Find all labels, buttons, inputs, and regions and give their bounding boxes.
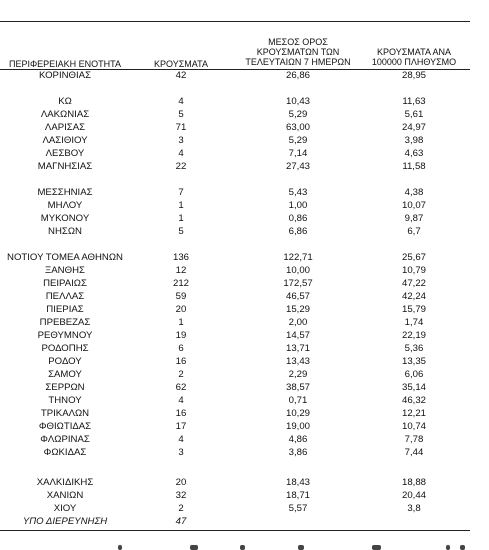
per100k-cell: 20,44: [401, 490, 426, 501]
table-row: [0, 265, 470, 276]
per100k-cell: 25,67: [401, 252, 426, 263]
table-row: [0, 516, 470, 527]
region-cell: ΧΑΛΚΙΔΙΚΗΣ: [36, 477, 94, 488]
header-per100k: [358, 47, 470, 67]
cases-cell: 4: [178, 395, 184, 406]
region-cell: ΛΑΣΙΘΙΟΥ: [42, 135, 88, 146]
cases-cell: 136: [172, 252, 189, 263]
region-cell: ΡΕΘΥΜΝΟΥ: [37, 330, 93, 341]
per100k-cell: 6,7: [407, 226, 421, 237]
table-row: [0, 96, 470, 107]
avg-7day-cell: 2,29: [288, 369, 308, 380]
per100k-cell: 22,19: [401, 330, 426, 341]
cases-cell: 3: [178, 135, 184, 146]
table-row: [0, 434, 470, 445]
avg-7day-cell: 0,86: [288, 213, 308, 224]
per100k-cell: 11,63: [402, 96, 426, 107]
header-cases: ΚΡΟΥΣΜΑΤΑ: [154, 59, 208, 69]
table-row: [0, 200, 470, 211]
cases-cell: 20: [175, 477, 187, 488]
region-cell: ΚΟΡΙΝΘΙΑΣ: [38, 70, 92, 81]
region-cell: ΤΗΝΟΥ: [48, 395, 82, 406]
table-row: [0, 304, 470, 315]
avg-7day-cell: 0,71: [288, 395, 308, 406]
cases-cell: 20: [175, 304, 187, 315]
table-row: [0, 135, 470, 146]
cases-cell: 5: [178, 226, 184, 237]
table-row: [0, 317, 470, 328]
header-avg-line-3: ΤΕΛΕΥΤΑΙΩΝ 7 ΗΜΕΡΩΝ: [245, 57, 351, 67]
per100k-cell: 11,58: [402, 161, 426, 172]
table-row: [0, 291, 470, 302]
cases-cell: 42: [175, 70, 187, 81]
region-cell: ΜΥΚΟΝΟΥ: [40, 213, 90, 224]
header-region: ΠΕΡΙΦΕΡΕΙΑΚΗ ΕΝΟΤΗΤΑ: [8, 59, 122, 69]
region-cell: ΠΕΛΛΑΣ: [45, 291, 85, 302]
cases-cell: 5: [178, 109, 184, 120]
per100k-cell: 24,97: [401, 122, 426, 133]
per100k-cell: 10,74: [401, 421, 426, 432]
table-row: [0, 490, 470, 501]
header-per100k-line-2: 100000 ΠΛΗΘΥΣΜΟ: [371, 57, 457, 67]
table-row: [0, 109, 470, 120]
region-cell: ΣΑΜΟΥ: [48, 369, 82, 380]
cases-cell: 32: [175, 490, 187, 501]
avg-7day-cell: 14,57: [285, 330, 310, 341]
per100k-cell: 4,63: [404, 148, 424, 159]
table-row: [0, 213, 470, 224]
table-row: [0, 477, 470, 488]
avg-7day-cell: 7,14: [288, 148, 308, 159]
region-cell: ΦΘΙΩΤΙΔΑΣ: [38, 421, 92, 432]
avg-7day-cell: 13,43: [285, 356, 310, 367]
region-cell: ΠΕΙΡΑΙΩΣ: [43, 278, 87, 289]
per100k-cell: 1,74: [404, 317, 424, 328]
table-row: [0, 330, 470, 341]
avg-7day-cell: 38,57: [285, 382, 310, 393]
cases-cell: 62: [175, 382, 187, 393]
header-avg-line-2: ΚΡΟΥΣΜΑΤΩΝ ΤΩΝ: [256, 47, 340, 57]
region-cell: ΜΗΛΟΥ: [47, 200, 83, 211]
per100k-cell: 46,32: [401, 395, 426, 406]
avg-7day-cell: 18,71: [285, 490, 310, 501]
per100k-cell: 10,79: [401, 265, 426, 276]
avg-7day-cell: 18,43: [285, 477, 310, 488]
table-row: [0, 369, 470, 380]
region-cell: ΦΛΩΡΙΝΑΣ: [40, 434, 90, 445]
per100k-cell: 3,8: [407, 503, 421, 514]
per100k-cell: 42,24: [401, 291, 426, 302]
per100k-cell: 3,98: [404, 135, 424, 146]
region-cell: ΠΙΕΡΙΑΣ: [46, 304, 84, 315]
header-per100k-line-1: ΚΡΟΥΣΜΑΤΑ ΑΝΑ: [377, 47, 451, 57]
cases-cell: 2: [178, 369, 184, 380]
table-row: [0, 395, 470, 406]
table-row: [0, 122, 470, 133]
region-cell: ΛΕΣΒΟΥ: [45, 148, 85, 159]
cases-cell: 1: [178, 200, 184, 211]
cases-cell: 22: [175, 161, 187, 172]
avg-7day-cell: 5,29: [288, 109, 308, 120]
cases-cell: 7: [178, 187, 184, 198]
cases-cell: 1: [178, 317, 184, 328]
table-row: [0, 161, 470, 172]
table-row: [0, 408, 470, 419]
avg-7day-cell: 15,29: [285, 304, 310, 315]
region-cell: ΜΕΣΣΗΝΙΑΣ: [37, 187, 93, 198]
avg-7day-cell: 5,57: [288, 503, 308, 514]
table-row: [0, 356, 470, 367]
cases-cell: 17: [175, 421, 187, 432]
region-cell: ΜΑΓΝΗΣΙΑΣ: [37, 161, 93, 172]
avg-7day-cell: 13,71: [285, 343, 310, 354]
per100k-cell: 6,06: [404, 369, 424, 380]
table-row: [0, 278, 470, 289]
avg-7day-cell: 122,71: [283, 252, 313, 263]
avg-7day-cell: 10,43: [285, 96, 310, 107]
cases-cell: 4: [178, 148, 184, 159]
per100k-cell: 9,87: [404, 213, 424, 224]
region-cell: ΧΑΝΙΩΝ: [46, 490, 84, 501]
region-cell: ΤΡΙΚΑΛΩΝ: [40, 408, 90, 419]
region-cell: ΝΗΣΩΝ: [48, 226, 82, 237]
table-row: [0, 148, 470, 159]
region-cell: ΠΡΕΒΕΖΑΣ: [39, 317, 91, 328]
avg-7day-cell: 2,00: [288, 317, 308, 328]
avg-7day-cell: 10,00: [285, 265, 310, 276]
cases-cell: 4: [178, 96, 184, 107]
per100k-cell: 28,95: [401, 70, 426, 81]
table-row: [0, 226, 470, 237]
per100k-cell: 15,79: [401, 304, 426, 315]
region-cell: ΝΟΤΙΟΥ ΤΟΜΕΑ ΑΘΗΝΩΝ: [7, 252, 123, 263]
table-row: [0, 343, 470, 354]
per100k-cell: 12,21: [401, 408, 426, 419]
region-cell: ΣΕΡΡΩΝ: [45, 382, 85, 393]
per100k-cell: 4,38: [404, 187, 424, 198]
region-cell: ΛΑΡΙΣΑΣ: [44, 122, 86, 133]
cases-cell: 2: [178, 503, 184, 514]
avg-7day-cell: 10,29: [285, 408, 310, 419]
avg-7day-cell: 27,43: [285, 161, 310, 172]
table-row: [0, 187, 470, 198]
avg-7day-cell: 3,86: [288, 447, 308, 458]
region-cell: ΞΑΝΘΗΣ: [45, 265, 85, 276]
avg-7day-cell: 1,00: [288, 200, 308, 211]
region-cell: ΦΩΚΙΔΑΣ: [43, 447, 87, 458]
cases-cell: 71: [175, 122, 187, 133]
bottom-rule: [0, 530, 470, 531]
cases-cell: 212: [172, 278, 189, 289]
region-cell: ΥΠΟ ΔΙΕΡΕΥΝΗΣΗ: [22, 516, 108, 527]
table-row: [0, 503, 470, 514]
avg-7day-cell: 6,86: [288, 226, 308, 237]
cases-cell: 47: [175, 516, 187, 527]
cases-cell: 16: [175, 356, 187, 367]
per100k-cell: 5,36: [404, 343, 424, 354]
region-cell: ΧΙΟΥ: [53, 503, 77, 514]
per100k-cell: 7,78: [404, 434, 424, 445]
cases-cell: 1: [178, 213, 184, 224]
table-row: [0, 252, 470, 263]
avg-7day-cell: 26,86: [285, 70, 310, 81]
cut-off-text-fragments: [0, 541, 489, 550]
table-row: [0, 382, 470, 393]
per100k-cell: 13,35: [401, 356, 426, 367]
per100k-cell: 7,44: [404, 447, 424, 458]
region-cell: ΚΩ: [58, 96, 72, 107]
per100k-cell: 47,22: [401, 278, 426, 289]
table-row: [0, 421, 470, 432]
avg-7day-cell: 5,29: [288, 135, 308, 146]
table-row: [0, 70, 470, 81]
avg-7day-cell: 63,00: [285, 122, 310, 133]
region-cell: ΡΟΔΟΥ: [48, 356, 82, 367]
per100k-cell: 10,07: [401, 200, 426, 211]
cases-cell: 12: [175, 265, 187, 276]
cases-cell: 6: [178, 343, 184, 354]
region-cell: ΛΑΚΩΝΙΑΣ: [40, 109, 90, 120]
cases-cell: 19: [175, 330, 187, 341]
avg-7day-cell: 4,86: [288, 434, 308, 445]
cases-cell: 16: [175, 408, 187, 419]
header-avg-line-1: ΜΕΣΟΣ ΟΡΟΣ: [268, 37, 328, 47]
cases-cell: 59: [175, 291, 187, 302]
header-avg-cases: [242, 37, 354, 67]
table-row: [0, 447, 470, 458]
avg-7day-cell: 19,00: [285, 421, 310, 432]
per100k-cell: 18,88: [401, 477, 426, 488]
per100k-cell: 5,61: [404, 109, 424, 120]
avg-7day-cell: 46,57: [285, 291, 310, 302]
per100k-cell: 35,14: [401, 382, 426, 393]
region-cell: ΡΟΔΟΠΗΣ: [41, 343, 89, 354]
cases-cell: 3: [178, 447, 184, 458]
avg-7day-cell: 5,43: [288, 187, 308, 198]
avg-7day-cell: 172,57: [283, 278, 313, 289]
top-rule: [0, 21, 470, 22]
cases-cell: 4: [178, 434, 184, 445]
